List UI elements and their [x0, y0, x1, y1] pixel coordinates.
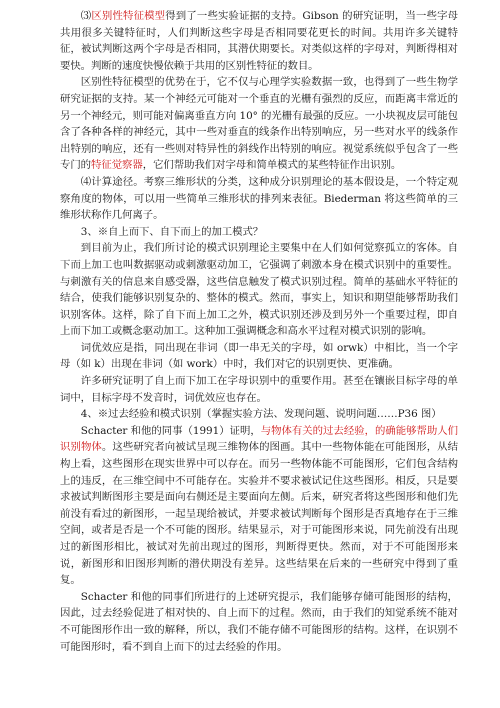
paragraph-text: 得到了一些实验证据的支持。Gibson 的研究证明，当一些字母共用很多关键特征时，人们判断这些字母是否相同要花更长的时间。共用许多关键特征，被试判断这两个字母是否相同，其潜伏期要长。对类似这样的字母对，判断得相对要快。判断的速度快慢依赖于共用的区别性特征的数目。	[60, 10, 459, 72]
paragraph-top-down-evidence	[60, 373, 458, 406]
paragraph-text: Schacter 和他的同事们所进行的上述研究提示，我们能够存储可能图形的结构，因此，过去经验促进了相对快的、自上而下的过程。然而，由于我们的知觉系统不能对不可能图形作出一致的解释，所以，我们不能存储不可能图形的结构。这样，在识别不可能图形时，看不到自上而下的过去经验的作用。	[60, 590, 458, 653]
paragraph-bottom-up-top-down	[60, 240, 458, 340]
paragraph-text: 词优效应是指，同出现在非词（即一串无关的字母，如 orwk）中相比，当一个字母（如 k）出现在非词（如 work）中时，我们对它的识别更快、更准确。	[60, 341, 458, 371]
paragraph-text: 到目前为止，我们所讨论的模式识别理论主要集中在人们如何觉察孤立的客体。自下而上加工也叫数据驱动或刺激驱动加工，它强调了刺激本身在模式识别中的重要性。与刺激有关的信息来自感受器，这些信息触发了模式识别过程。简单的基础水平特征的结合，使我们能够识别复杂的、整体的模式。然而，事实上，知识和期望能够帮助我们识别客体。这样，除了自下而上加工之外，模式识别还涉及到另外一个重要过程，即自上而下加工或概念驱动加工。这种加工强调概念和高水平过程对模式识别的影响。	[60, 242, 458, 338]
paragraph-computational-approach	[60, 174, 458, 224]
highlighted-term: 与物体有关的过去经验，的确能够帮助人们识别物体	[60, 424, 458, 454]
heading-text: 3、※自上而下、自下而上的加工模式？	[80, 225, 264, 238]
paragraph-text: ⑷计算途径。考察三维形状的分类，这种成分识别理论的基本假设是，一个特定观察角度的物体，可以用一些简单三维形状的排列来表征。Biederman 将这些简单的三维形状称作几何离子。	[60, 175, 458, 222]
paragraph-text: 许多研究证明了自上而下加工在字母识别中的重要作用。甚至在镶嵌目标字母的单词中，目标字母不发音时，词优效应也存在。	[60, 375, 458, 404]
paragraph-biological-evidence	[60, 74, 458, 174]
highlighted-term: 区别性特征模型	[91, 10, 166, 22]
paragraph-text: Schacter 和他的同事（1991）证明，	[80, 424, 261, 437]
section-heading-3	[60, 224, 458, 241]
paragraph-word-superiority-effect	[60, 340, 458, 373]
heading-text: 4、※过去经验和模式识别（掌握实验方法、发现问题、说明问题……P36 图）	[80, 408, 442, 421]
paragraph-distinctive-feature-evidence	[60, 8, 458, 74]
paragraph-text: ⑶	[80, 10, 92, 22]
paragraph-text: ，它们帮助我们对字母和简单模式的某些特征作出识别。	[142, 159, 402, 172]
section-heading-4	[60, 406, 458, 423]
paragraph-schacter-study	[60, 423, 458, 589]
paragraph-text: 。这些研究者向被试呈现三维物体的图画。其中一些物体能在可能图形，从结构上看，这些图形在现实世界中可以存在。而另一些物体能不可能图形，它们包含结构上的违反，在三维空间中不可能存在。实验并不要求被试记住这些图形。相反，只是要求被试判断图形主要是面向右侧还是主要面向左侧。后来，研究者将这些图形和他们先前没有看过的新图形，一起呈现给被试，并要求被试判断每个图形是否真地存在于三维空间，或者是否是一个不可能的图形。结果显示，对于可能图形来说，同先前没有出现过的新图形相比，被试对先前出现过的图形，判断得更快。然而，对于不可能图形来说，新图形和旧图形判断的潜伏期没有差异。这些结果在后来的一些研究中得到了重复。	[60, 441, 459, 587]
paragraph-text: 区别性特征模型的优势在于，它不仅与心理学实验数据一致，也得到了一些生物学研究证据的支持。某一个神经元可能对一个垂直的光栅有强烈的反应，而距离丰常近的另一个神经元，则可能对偏离垂直方向 10° 的光栅有最强的反应。一小块视皮层可能包含了各种各样的神经元，其中一些对垂直的线条作出特别响应，另一些对水平的线条作出特别的响应，还有一些则对特异性的斜线作出特别的响应。视觉系统似乎包含了一些专门的	[60, 76, 458, 172]
highlighted-term: 特征觉察器	[91, 159, 143, 172]
paragraph-schacter-conclusion	[60, 589, 458, 655]
